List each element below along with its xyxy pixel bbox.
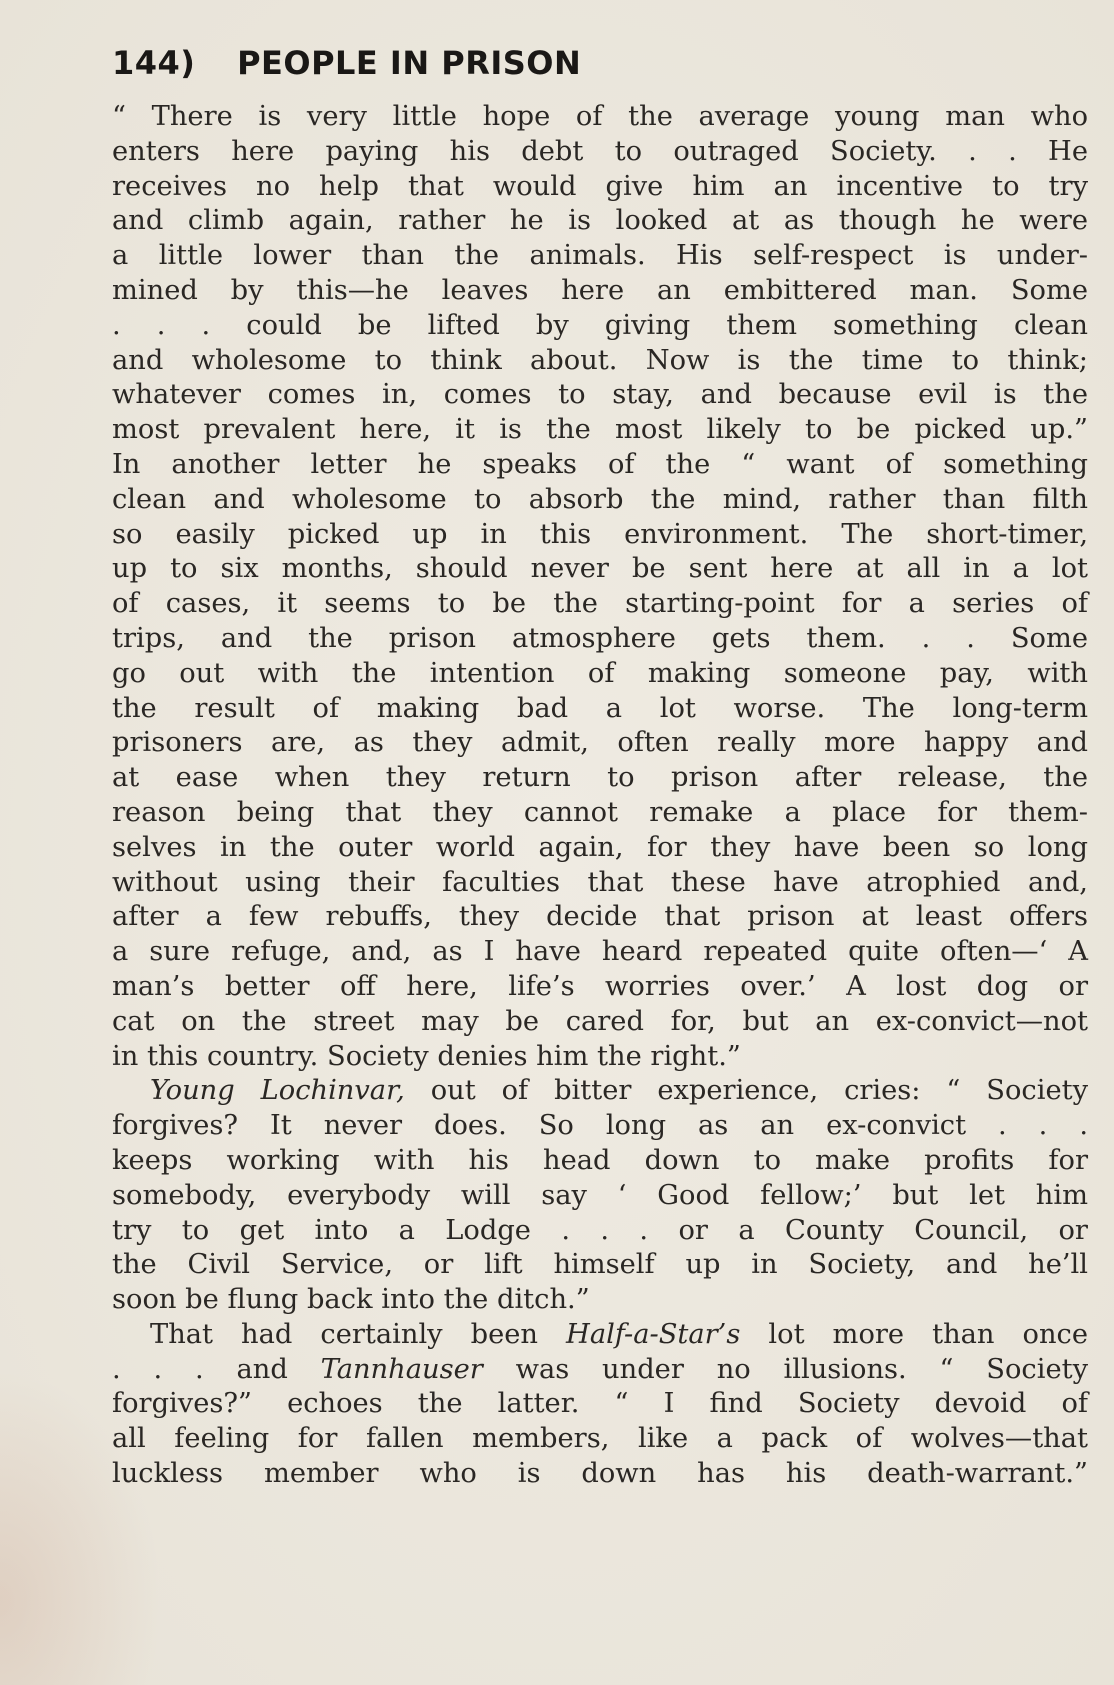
text-line: so easily picked up in this environment. The short-timer, bbox=[112, 518, 1088, 550]
running-title: PEOPLE IN PRISON bbox=[237, 44, 582, 82]
text-line: of cases, it seems to be the starting-point for a series of bbox=[112, 588, 1088, 620]
text-line: keeps working with his head down to make profits for bbox=[112, 1144, 1088, 1176]
text-line: the result of making bad a lot worse. The long-term bbox=[112, 692, 1088, 724]
text-line: a little lower than the animals. His self-respect is under- bbox=[112, 240, 1088, 272]
text-line bbox=[112, 1074, 1088, 1109]
text-line: reason being that they cannot remake a place for them- bbox=[112, 796, 1088, 828]
text-line: receives no help that would give him an incentive to try bbox=[112, 170, 1088, 202]
text-line: up to six months, should never be sent here at all in a lot bbox=[112, 553, 1088, 585]
text-line: the Civil Service, or lift himself up in Society, and he’ll bbox=[112, 1249, 1088, 1281]
paragraph-1 bbox=[112, 100, 1088, 1074]
text-span: . . . and bbox=[112, 1353, 321, 1385]
text-line: enters here paying his debt to outraged Society. . . He bbox=[112, 135, 1088, 167]
text-line bbox=[112, 1318, 1088, 1353]
text-line bbox=[112, 1353, 1088, 1388]
pseudonym-italic: Half-a-Star’s bbox=[566, 1318, 741, 1350]
text-line: in this country. Society denies him the right.” bbox=[112, 1040, 741, 1072]
text-line: and wholesome to think about. Now is the time to think; bbox=[112, 344, 1088, 376]
body-text bbox=[112, 100, 1088, 1492]
text-line: prisoners are, as they admit, often really more happy and bbox=[112, 727, 1088, 759]
text-line: most prevalent here, it is the most likely to be picked up.” bbox=[112, 414, 1088, 446]
text-line: all feeling for fallen members, like a pack of wolves—that bbox=[112, 1423, 1088, 1455]
text-line: try to get into a Lodge . . . or a County Council, or bbox=[112, 1214, 1088, 1246]
text-line: at ease when they return to prison after release, the bbox=[112, 762, 1088, 794]
text-line: “ There is very little hope of the average young man who bbox=[112, 101, 1088, 132]
pseudonym-italic: Tannhauser bbox=[320, 1353, 483, 1385]
text-line: and climb again, rather he is looked at as though he were bbox=[112, 205, 1088, 237]
text-line: cat on the street may be cared for, but an ex-convict—not bbox=[112, 1005, 1088, 1037]
text-span: was under no illusions. “ Society bbox=[482, 1353, 1088, 1385]
text-line: go out with the intention of making someone pay, with bbox=[112, 657, 1088, 689]
text-line: without using their faculties that these have atrophied and, bbox=[112, 866, 1088, 898]
text-span: lot more than once bbox=[740, 1318, 1088, 1350]
text-line: In another letter he speaks of the “ want of something bbox=[112, 448, 1088, 480]
text-line: soon be flung back into the ditch.” bbox=[112, 1284, 590, 1316]
text-line: selves in the outer world again, for they have been so long bbox=[112, 831, 1088, 863]
page-number: 144) bbox=[112, 44, 196, 82]
text-line: somebody, everybody will say ‘ Good fellow;’ but let him bbox=[112, 1179, 1088, 1211]
text-line: trips, and the prison atmosphere gets them. . . Some bbox=[112, 622, 1088, 654]
text-line: clean and wholesome to absorb the mind, rather than filth bbox=[112, 483, 1088, 515]
text-line: whatever comes in, comes to stay, and because evil is the bbox=[112, 379, 1088, 411]
running-header bbox=[112, 44, 581, 82]
text-span: out of bitter experience, cries: “ Society bbox=[404, 1075, 1088, 1107]
text-line: man’s better off here, life’s worries over.’ A lost dog or bbox=[112, 970, 1088, 1002]
text-line: . . . could be lifted by giving them something clean bbox=[112, 309, 1088, 341]
text-span: That had certainly been bbox=[150, 1318, 567, 1350]
paragraph-3 bbox=[112, 1318, 1088, 1492]
text-line: luckless member who is down has his death-warrant.” bbox=[112, 1458, 1088, 1490]
text-line: forgives? It never does. So long as an ex-convict . . . bbox=[112, 1110, 1088, 1142]
text-line: a sure refuge, and, as I have heard repeated quite often—‘ A bbox=[112, 936, 1088, 968]
text-line: mined by this—he leaves here an embittered man. Some bbox=[112, 274, 1088, 306]
pseudonym-italic: Young Lochinvar, bbox=[150, 1075, 405, 1107]
paragraph-2 bbox=[112, 1074, 1088, 1318]
text-line: after a few rebuffs, they decide that prison at least offers bbox=[112, 901, 1088, 933]
text-line: forgives?” echoes the latter. “ I find Society devoid of bbox=[112, 1388, 1088, 1420]
